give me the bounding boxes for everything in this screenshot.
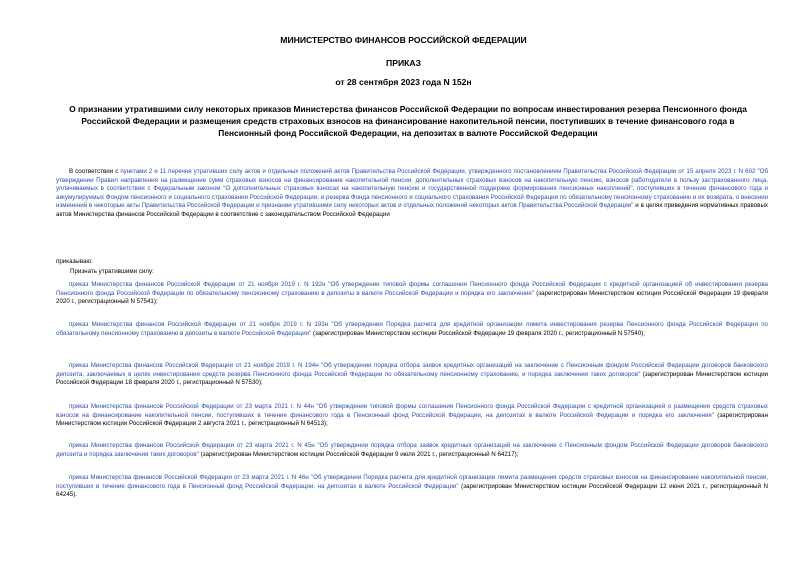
list-item bbox=[56, 403, 768, 429]
intro-text-start: В соответствии с bbox=[69, 168, 121, 175]
list-item bbox=[56, 321, 768, 338]
order-link-194n[interactable]: приказ Министерства финансов Российской Федерации от 21 ноября 2019 г. N 194н "Об утверждении порядка отбора заявок кредитных организаций на заключение с Пенсионным фондом Российской Федерации договоров банковского депозита, заключаемых в целях инвестирования средств резерва Пенсионного фонда Российской Федерации по обязательному пенсионному страхованию, и порядка заключения таких договоров" bbox=[56, 362, 768, 378]
registration-text: (зарегистрирован Министерством юстиции Российской Федерации 18 февраля 2020 г., регистрационный N 57530); bbox=[56, 370, 769, 387]
date-number-heading: от 28 сентября 2023 года N 152н bbox=[335, 77, 472, 87]
registration-text: (зарегистрирован Министерством юстиции Российской Федерации 19 февраля 2020 г., регистрационный N 57540); bbox=[311, 329, 645, 337]
registration-text: (зарегистрирован Министерством юстиции Российской Федерации 9 июля 2021 г., регистрационный N 64217); bbox=[198, 450, 519, 458]
prikazyvayu-text: приказываю: bbox=[56, 258, 93, 265]
registration-text: (зарегистрирован Министерством юстиции Российской Федерации 2 августа 2021 г., регистрационный N 64513); bbox=[56, 411, 768, 428]
document-title: О признании утратившими силу некоторых приказов Министерства финансов Российской Федерации по вопросам инвестирования резерва Пенсионного фонда Российской Федерации и размещения средств страховых взносов на финансирование накопительной пенсии, поступивших в течение финансового года в Пенсионный фонд Российской Федерации, на депозитах в валюте Российской Федерации bbox=[69, 104, 747, 139]
list-item bbox=[56, 474, 768, 500]
document-type-heading: ПРИКАЗ bbox=[386, 58, 421, 68]
list-item bbox=[56, 442, 768, 459]
intro-legal-link[interactable]: пунктами 2 и 11 перечня утративших силу актов и отдельных положений актов Правительства Российской Федерации, утвержденного постановлением Правительства Российской Федерации от 15 апреля 2023 г. N 602 "Об утверждении Правил направления на размещение сумм страховых взносов на финансирование накопительной пенсии, дополнительных страховых взносов на накопительную пенсию, взносов работодателя в пользу застрахованного лица, уплачиваемых в соответствии с Федеральным законом "О дополнительных страховых взносах на накопительную пенсию и государственной поддержке формирования пенсионных накоплений", поступивших в течение финансового года и аккумулируемых Фондом пенсионного и социального страхования Российской Федерации, и резерва Фонда пенсионного и социального страхования Российской Федерации по обязательному пенсионному страхованию и их возврата, о внесении изменений в некоторые акты Правительства Российской Федерации и признании утратившими силу некоторых актов и отдельных положений некоторых актов Правительства Российской Федерации" bbox=[56, 168, 769, 210]
order-link-192n[interactable]: приказ Министерства финансов Российской Федерации от 21 ноября 2019 г. N 192н "Об утверждении типовой формы соглашения Пенсионного фонда Российской Федерации с кредитной организацией об инвестировании резерва Пенсионного фонда Российской Федерации по обязательному пенсионному страхованию в депозиты в валюте Российской Федерации и порядка его заключения" bbox=[56, 281, 768, 297]
order-link-46n[interactable]: приказ Министерства финансов Российской Федерации от 23 марта 2021 г. N 46н "Об утверждении Порядка расчета для кредитной организации лимита размещения средств страховых взносов на финансирование накопительной пенсии, поступивших в течение финансового года в Пенсионный фонд Российской Федерации, на депозитах в валюте Российской Федерации" bbox=[56, 474, 768, 490]
order-link-193n[interactable]: приказ Министерства финансов Российской Федерации от 21 ноября 2019 г. N 193н "Об утверждении Порядка расчета для кредитной организации лимита инвестирования резерва Пенсионного фонда Российской Федерации по обязательному пенсионному страхованию в депозиты в валюте Российской Федерации" bbox=[56, 321, 768, 337]
intro-paragraph bbox=[56, 168, 768, 220]
registration-text: (зарегистрирован Министерством юстиции Российской Федерации 12 июня 2021 г., регистрационный N 64245). bbox=[56, 482, 768, 499]
order-link-45n[interactable]: приказ Министерства финансов Российской Федерации от 23 марта 2021 г. N 45н "Об утверждении порядка отбора заявок кредитных организаций на заключение с Пенсионным фондом Российской Федерации договоров банковского депозита и порядка заключения таких договоров" bbox=[56, 442, 768, 458]
registration-text: (зарегистрирован Министерством юстиции Российской Федерации 19 февраля 2020 г., регистрационный N 57541); bbox=[56, 289, 769, 306]
ministry-heading: МИНИСТЕРСТВО ФИНАНСОВ РОССИЙСКОЙ ФЕДЕРАЦИИ bbox=[280, 35, 527, 45]
list-item bbox=[56, 281, 768, 307]
intro-text-end: и в целях приведения нормативных правовых актов Министерства финансов Российской Федерации в соответствие с законодательством Российской Федерации bbox=[56, 202, 768, 218]
recognize-text: Признать утратившими силу: bbox=[70, 268, 154, 275]
list-item bbox=[56, 362, 768, 388]
order-link-44n[interactable]: приказ Министерства финансов Российской Федерации от 23 марта 2021 г. N 44н "Об утверждении типовой формы соглашения Пенсионного фонда Российской Федерации с кредитной организацией о размещении средств страховых взносов на финансирование накопительной пенсии, поступивших в течение финансового года в Пенсионный фонд Российской Федерации, на депозитах в валюте Российской Федерации и порядка его заключения" bbox=[56, 403, 768, 419]
